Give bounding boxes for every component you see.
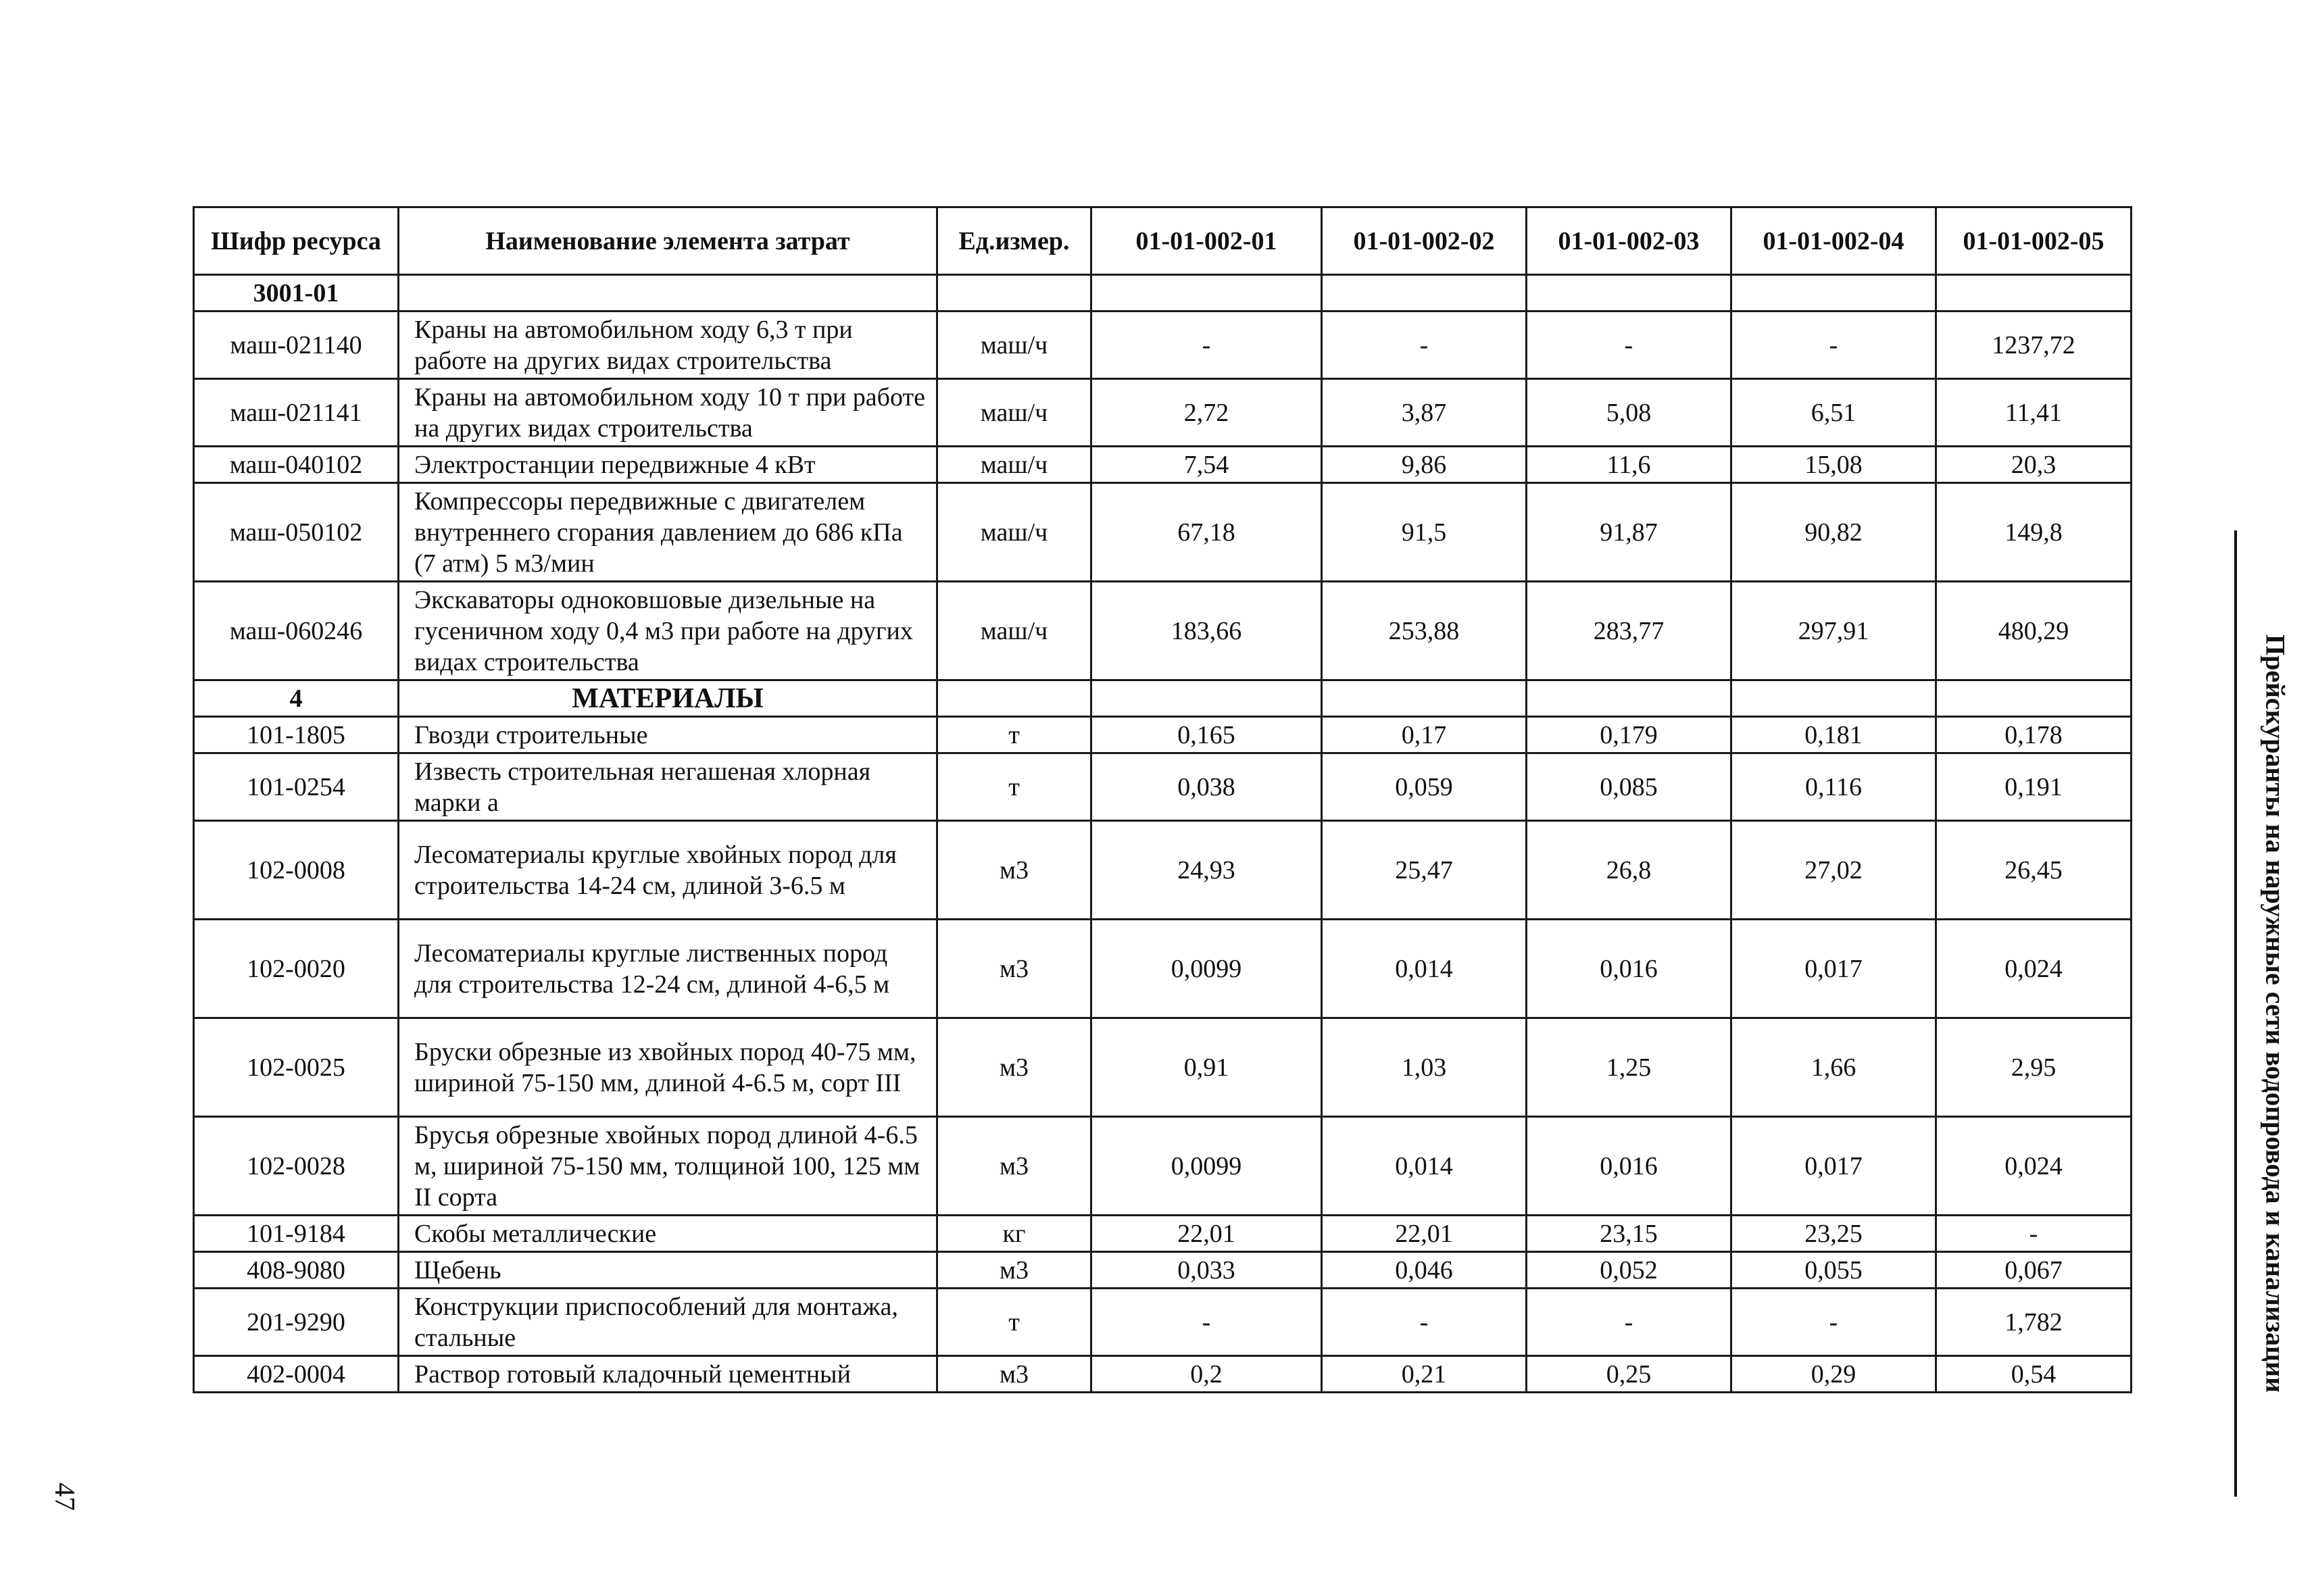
cell-code: 101-1805 — [194, 717, 399, 753]
cell-code: 101-0254 — [194, 753, 399, 821]
cell-value: 0,17 — [1322, 717, 1527, 753]
cell-value: 0,085 — [1527, 753, 1731, 821]
cell-name: Краны на автомобильном ходу 10 т при работе на других видах строительства — [399, 379, 937, 447]
cell-value: 91,5 — [1322, 483, 1527, 582]
cell-value: 0,067 — [1936, 1252, 2132, 1289]
cell-name: Брусья обрезные хвойных пород длиной 4-6.5 м, шириной 75-150 мм, толщиной 100, 125 мм II сорта — [399, 1117, 937, 1216]
cell-unit: м3 — [937, 1252, 1091, 1289]
table-row — [194, 920, 2132, 1018]
cell-value: 23,25 — [1731, 1216, 1936, 1252]
cell-code: 408-9080 — [194, 1252, 399, 1289]
cell-value: 22,01 — [1322, 1216, 1527, 1252]
cell-value: 0,059 — [1322, 753, 1527, 821]
cell-unit — [937, 680, 1091, 717]
cell-value: 25,47 — [1322, 821, 1527, 920]
cell-name: Известь строительная негашеная хлорная марки а — [399, 753, 937, 821]
cell-value: 0,29 — [1731, 1356, 1936, 1393]
cell-code: маш-050102 — [194, 483, 399, 582]
cell-value: 3,87 — [1322, 379, 1527, 447]
cell-name: Бруски обрезные из хвойных пород 40-75 мм, шириной 75-150 мм, длиной 4-6.5 м, сорт III — [399, 1018, 937, 1117]
cell-value: 26,8 — [1527, 821, 1731, 920]
cell-value: 20,3 — [1936, 447, 2132, 483]
table-row — [194, 1289, 2132, 1356]
section-title: МАТЕРИАЛЫ — [399, 680, 937, 717]
cost-table — [193, 206, 2132, 1393]
cell-unit: маш/ч — [937, 483, 1091, 582]
cell-unit: маш/ч — [937, 311, 1091, 379]
cell-value: 0,016 — [1527, 1117, 1731, 1216]
cell-value: 24,93 — [1091, 821, 1322, 920]
cell-unit: м3 — [937, 1117, 1091, 1216]
cell-value: - — [1091, 1289, 1322, 1356]
cell-name: Электростанции передвижные 4 кВт — [399, 447, 937, 483]
cell-value: 7,54 — [1091, 447, 1322, 483]
cell-value: 0,017 — [1731, 1117, 1936, 1216]
side-caption — [2234, 530, 2291, 1497]
cell-value: 480,29 — [1936, 582, 2132, 680]
cell-value: 15,08 — [1731, 447, 1936, 483]
cell-value: 149,8 — [1936, 483, 2132, 582]
cell-value: - — [1322, 311, 1527, 379]
cell-value: 0,038 — [1091, 753, 1322, 821]
cell-value: - — [1527, 1289, 1731, 1356]
table-row — [194, 311, 2132, 379]
cell-code: маш-060246 — [194, 582, 399, 680]
cell-value: 11,6 — [1527, 447, 1731, 483]
cell-value: 0,165 — [1091, 717, 1322, 753]
cell-code: маш-021140 — [194, 311, 399, 379]
cell-name: Экскаваторы одноковшовые дизельные на гусеничном ходу 0,4 м3 при работе на других видах строительства — [399, 582, 937, 680]
cell-unit: т — [937, 753, 1091, 821]
cell-value — [1322, 275, 1527, 311]
cell-value: - — [1731, 311, 1936, 379]
cell-code: 102-0028 — [194, 1117, 399, 1216]
cell-code: маш-021141 — [194, 379, 399, 447]
section-title — [399, 275, 937, 311]
cell-value: 1,66 — [1731, 1018, 1936, 1117]
cell-value: 0,116 — [1731, 753, 1936, 821]
cell-name: Краны на автомобильном ходу 6,3 т при работе на других видах строительства — [399, 311, 937, 379]
cell-value: 91,87 — [1527, 483, 1731, 582]
cell-code: 101-9184 — [194, 1216, 399, 1252]
cell-code: 402-0004 — [194, 1356, 399, 1393]
cell-value: 183,66 — [1091, 582, 1322, 680]
cell-name: Компрессоры передвижные с двигателем внутреннего сгорания давлением до 686 кПа (7 атм) 5 м3/мин — [399, 483, 937, 582]
header-col-4: 01-01-002-04 — [1731, 207, 1936, 275]
cell-value: 0,181 — [1731, 717, 1936, 753]
cell-value: 5,08 — [1527, 379, 1731, 447]
side-caption-text: Прейскуранты на наружные сети водопровода и канализации — [2260, 634, 2291, 1393]
cell-value: - — [1527, 311, 1731, 379]
cell-code: 102-0008 — [194, 821, 399, 920]
cell-value — [1731, 275, 1936, 311]
header-col-5: 01-01-002-05 — [1936, 207, 2132, 275]
cell-value: 67,18 — [1091, 483, 1322, 582]
cell-value: 23,15 — [1527, 1216, 1731, 1252]
header-row — [194, 207, 2132, 275]
table-row — [194, 379, 2132, 447]
table-row — [194, 821, 2132, 920]
cell-code: 3001-01 — [194, 275, 399, 311]
header-code: Шифр ресурса — [194, 207, 399, 275]
page-number-text: 47 — [49, 1482, 80, 1511]
cell-value: 0,0099 — [1091, 920, 1322, 1018]
cell-unit: кг — [937, 1216, 1091, 1252]
cell-value: 1,03 — [1322, 1018, 1527, 1117]
cell-unit — [937, 275, 1091, 311]
cell-unit: маш/ч — [937, 447, 1091, 483]
cell-value — [1936, 680, 2132, 717]
table-row — [194, 1117, 2132, 1216]
cell-value: 1,25 — [1527, 1018, 1731, 1117]
table-row — [194, 753, 2132, 821]
page-number — [41, 1466, 88, 1527]
cell-name: Конструкции приспособлений для монтажа, стальные — [399, 1289, 937, 1356]
cell-value: 0,055 — [1731, 1252, 1936, 1289]
cell-unit: м3 — [937, 1018, 1091, 1117]
table-row — [194, 1252, 2132, 1289]
cell-unit: т — [937, 1289, 1091, 1356]
cell-value: 253,88 — [1322, 582, 1527, 680]
cell-name: Скобы металлические — [399, 1216, 937, 1252]
cell-code: 102-0020 — [194, 920, 399, 1018]
cell-value: 0,25 — [1527, 1356, 1731, 1393]
cell-unit: м3 — [937, 821, 1091, 920]
cell-value: 90,82 — [1731, 483, 1936, 582]
cell-value: 0,014 — [1322, 1117, 1527, 1216]
header-col-2: 01-01-002-02 — [1322, 207, 1527, 275]
header-unit: Ед.измер. — [937, 207, 1091, 275]
cell-value: 0,2 — [1091, 1356, 1322, 1393]
cell-value — [1322, 680, 1527, 717]
cell-value: - — [1091, 311, 1322, 379]
cell-value: 1,782 — [1936, 1289, 2132, 1356]
cell-unit: маш/ч — [937, 379, 1091, 447]
cell-value: 22,01 — [1091, 1216, 1322, 1252]
cell-unit: т — [937, 717, 1091, 753]
table-row — [194, 1356, 2132, 1393]
cell-value: 27,02 — [1731, 821, 1936, 920]
cell-value: 0,54 — [1936, 1356, 2132, 1393]
cell-code: 4 — [194, 680, 399, 717]
cell-name: Раствор готовый кладочный цементный — [399, 1356, 937, 1393]
cell-value: 0,033 — [1091, 1252, 1322, 1289]
cell-value: 0,017 — [1731, 920, 1936, 1018]
table-body — [194, 275, 2132, 1393]
cell-code: 201-9290 — [194, 1289, 399, 1356]
cell-value — [1091, 680, 1322, 717]
cell-value: 0,014 — [1322, 920, 1527, 1018]
cell-value — [1091, 275, 1322, 311]
cell-value: 0,052 — [1527, 1252, 1731, 1289]
header-name: Наименование элемента затрат — [399, 207, 937, 275]
cell-value: 0,21 — [1322, 1356, 1527, 1393]
table-row — [194, 1216, 2132, 1252]
cell-value: 0,016 — [1527, 920, 1731, 1018]
cell-value: 26,45 — [1936, 821, 2132, 920]
cell-value: - — [1936, 1216, 2132, 1252]
cell-name: Лесоматериалы круглые лиственных пород для строительства 12-24 см, длиной 4-6,5 м — [399, 920, 937, 1018]
cell-value: 283,77 — [1527, 582, 1731, 680]
table-row — [194, 717, 2132, 753]
cell-name: Щебень — [399, 1252, 937, 1289]
table-row — [194, 483, 2132, 582]
table-row — [194, 1018, 2132, 1117]
cell-value: 0,191 — [1936, 753, 2132, 821]
header-col-1: 01-01-002-01 — [1091, 207, 1322, 275]
table-row — [194, 582, 2132, 680]
cell-value: 0,024 — [1936, 1117, 2132, 1216]
cell-value: 9,86 — [1322, 447, 1527, 483]
cell-value: 2,72 — [1091, 379, 1322, 447]
header-col-3: 01-01-002-03 — [1527, 207, 1731, 275]
cell-unit: м3 — [937, 1356, 1091, 1393]
cell-value: 0,0099 — [1091, 1117, 1322, 1216]
cell-code: маш-040102 — [194, 447, 399, 483]
cell-value: 1237,72 — [1936, 311, 2132, 379]
cell-name: Лесоматериалы круглые хвойных пород для строительства 14-24 см, длиной 3-6.5 м — [399, 821, 937, 920]
cell-value: 0,024 — [1936, 920, 2132, 1018]
cell-value — [1527, 680, 1731, 717]
cell-unit: маш/ч — [937, 582, 1091, 680]
cell-value: 0,046 — [1322, 1252, 1527, 1289]
cell-value: 0,91 — [1091, 1018, 1322, 1117]
cell-value: - — [1322, 1289, 1527, 1356]
section-row — [194, 275, 2132, 311]
cell-value: 297,91 — [1731, 582, 1936, 680]
cell-value — [1731, 680, 1936, 717]
cell-name: Гвозди строительные — [399, 717, 937, 753]
cell-code: 102-0025 — [194, 1018, 399, 1117]
cell-value: 0,179 — [1527, 717, 1731, 753]
cell-value — [1936, 275, 2132, 311]
cell-value: 2,95 — [1936, 1018, 2132, 1117]
table-row — [194, 447, 2132, 483]
cell-value: - — [1731, 1289, 1936, 1356]
cell-value — [1527, 275, 1731, 311]
cell-value: 11,41 — [1936, 379, 2132, 447]
cell-value: 0,178 — [1936, 717, 2132, 753]
cell-unit: м3 — [937, 920, 1091, 1018]
section-row — [194, 680, 2132, 717]
cell-value: 6,51 — [1731, 379, 1936, 447]
